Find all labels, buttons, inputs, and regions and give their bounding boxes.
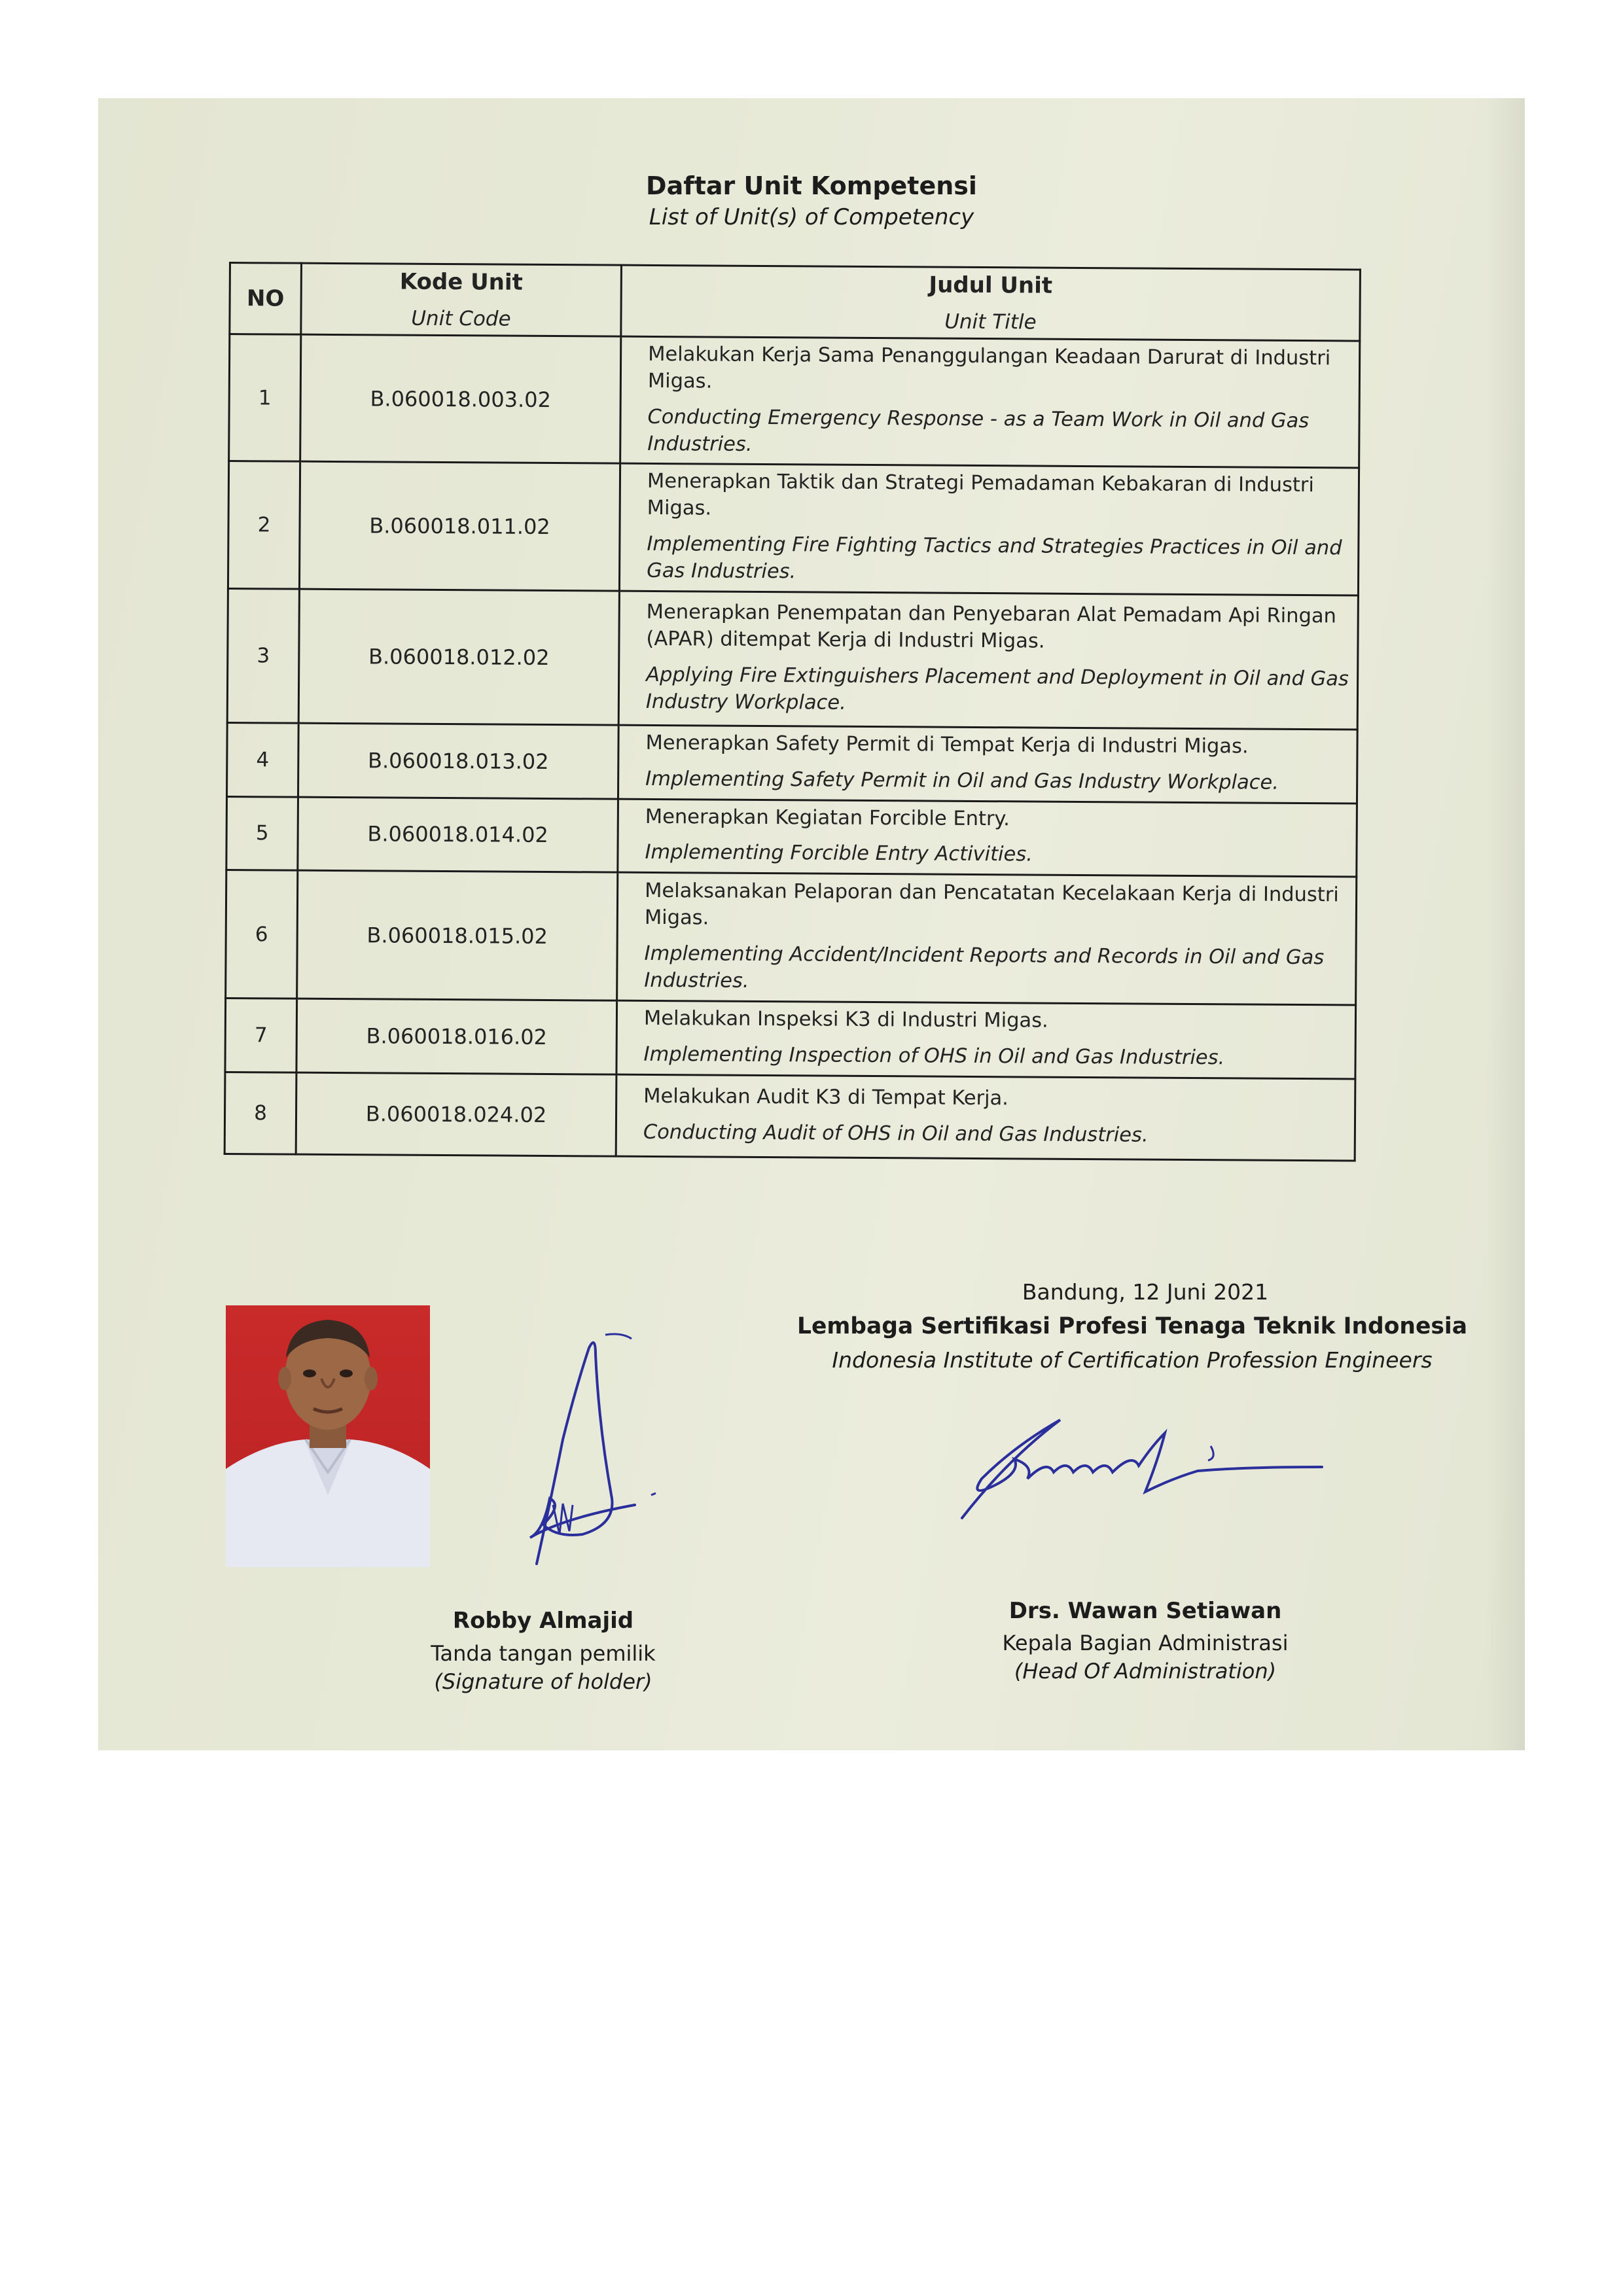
table-row [228, 461, 1359, 595]
heading-title-en: List of Unit(s) of Competency [649, 204, 974, 230]
row-no: 7 [225, 998, 297, 1072]
table-row [227, 588, 1358, 730]
row-title-id: Menerapkan Taktik dan Strategi Pemadaman Kebakaran di Industri Migas. [647, 470, 1314, 520]
table-row [224, 1072, 1355, 1161]
issuer-organization-en: Indonesia Institute of Certification Profession Engineers [832, 1347, 1433, 1373]
holder-caption-id: Tanda tangan pemilik [431, 1641, 656, 1666]
header-no: NO [230, 263, 302, 335]
row-unit-code: B.060018.012.02 [298, 589, 619, 725]
document-heading [98, 171, 1525, 230]
row-unit-code: B.060018.015.02 [297, 870, 618, 1000]
row-title-id: Menerapkan Penempatan dan Penyebaran Alat Pemadam Api Ringan (APAR) ditempat Kerja di Industri Migas. [646, 601, 1337, 653]
row-title-id: Menerapkan Safety Permit di Tempat Kerja di Industri Migas. [645, 731, 1249, 758]
official-title-id: Kepala Bagian Administrasi [1002, 1631, 1289, 1655]
holder-name: Robby Almajid [452, 1608, 634, 1634]
header-code-en: Unit Code [411, 306, 511, 331]
row-no: 3 [227, 588, 299, 723]
table-row [226, 796, 1357, 877]
row-no: 4 [227, 722, 299, 796]
row-unit-code: B.060018.024.02 [296, 1072, 616, 1156]
row-title-id: Menerapkan Kegiatan Forcible Entry. [645, 805, 1010, 830]
header-code-id: Kode Unit [399, 268, 523, 296]
row-title-en: Implementing Fire Fighting Tactics and Strategies Practices in Oil and Gas Industries. [647, 533, 1342, 584]
certificate-page [98, 98, 1525, 1750]
row-title-en: Implementing Forcible Entry Activities. [645, 841, 1033, 866]
header-unit-title [621, 265, 1361, 341]
official-signature [916, 1407, 1374, 1538]
table-row [226, 870, 1357, 1006]
competency-units-table [224, 262, 1361, 1162]
row-title-en: Implementing Safety Permit in Oil and Gas Industry Workplace. [645, 767, 1279, 794]
row-title-en: Conducting Audit of OHS in Oil and Gas Industries. [643, 1120, 1149, 1147]
heading-title-id: Daftar Unit Kompetensi [646, 171, 977, 200]
row-unit-title [617, 872, 1357, 1005]
holder-photo-image [226, 1305, 430, 1567]
row-unit-title [620, 336, 1360, 468]
row-no: 8 [224, 1072, 296, 1155]
table-row [229, 334, 1360, 468]
row-title-id: Melakukan Audit K3 di Tempat Kerja. [643, 1085, 1009, 1110]
row-unit-code: B.060018.014.02 [298, 797, 618, 873]
row-unit-title [619, 464, 1359, 595]
row-title-en: Conducting Emergency Response - as a Team Work in Oil and Gas Industries. [647, 405, 1310, 456]
row-unit-code: B.060018.003.02 [300, 334, 621, 463]
row-title-en: Implementing Inspection of OHS in Oil and Gas Industries. [643, 1043, 1225, 1070]
row-no: 6 [226, 870, 298, 999]
row-unit-code: B.060018.011.02 [299, 462, 620, 591]
header-title-id: Judul Unit [929, 272, 1053, 299]
official-title-en: (Head Of Administration) [1014, 1658, 1277, 1684]
row-unit-code: B.060018.013.02 [298, 723, 619, 799]
row-no: 2 [228, 461, 300, 589]
official-name: Drs. Wawan Setiawan [1008, 1598, 1282, 1624]
header-unit-code [301, 263, 622, 336]
row-no: 5 [226, 796, 298, 870]
row-unit-title [618, 591, 1358, 730]
row-unit-title [618, 799, 1357, 877]
row-unit-title [616, 1000, 1356, 1079]
place-date: Bandung, 12 Juni 2021 [1022, 1279, 1269, 1305]
row-unit-code: B.060018.016.02 [296, 998, 617, 1074]
table-row [227, 722, 1358, 803]
official-title [818, 1629, 1472, 1686]
holder-signature [465, 1309, 740, 1597]
row-unit-title [618, 725, 1357, 804]
row-title-id: Melakukan Inspeksi K3 di Industri Migas. [643, 1007, 1048, 1033]
issuer-organization: Lembaga Sertifikasi Profesi Tenaga Teknik Indonesia [796, 1313, 1468, 1339]
row-unit-title [616, 1074, 1355, 1161]
holder-caption [406, 1640, 681, 1696]
row-title-id: Melaksanakan Pelaporan dan Pencatatan Kecelakaan Kerja di Industri Migas. [644, 879, 1339, 930]
row-title-id: Melakukan Kerja Sama Penanggulangan Keadaan Darurat di Industri Migas. [647, 342, 1331, 393]
row-title-en: Implementing Accident/Incident Reports and Records in Oil and Gas Industries. [644, 942, 1325, 993]
holder-caption-en: (Signature of holder) [434, 1669, 652, 1694]
row-no: 1 [229, 334, 301, 462]
header-title-en: Unit Title [944, 309, 1037, 334]
holder-photo [226, 1305, 430, 1567]
table-row [225, 998, 1356, 1079]
table-header-row [230, 263, 1361, 342]
row-title-en: Applying Fire Extinguishers Placement and Deployment in Oil and Gas Industry Workplace. [645, 663, 1349, 715]
